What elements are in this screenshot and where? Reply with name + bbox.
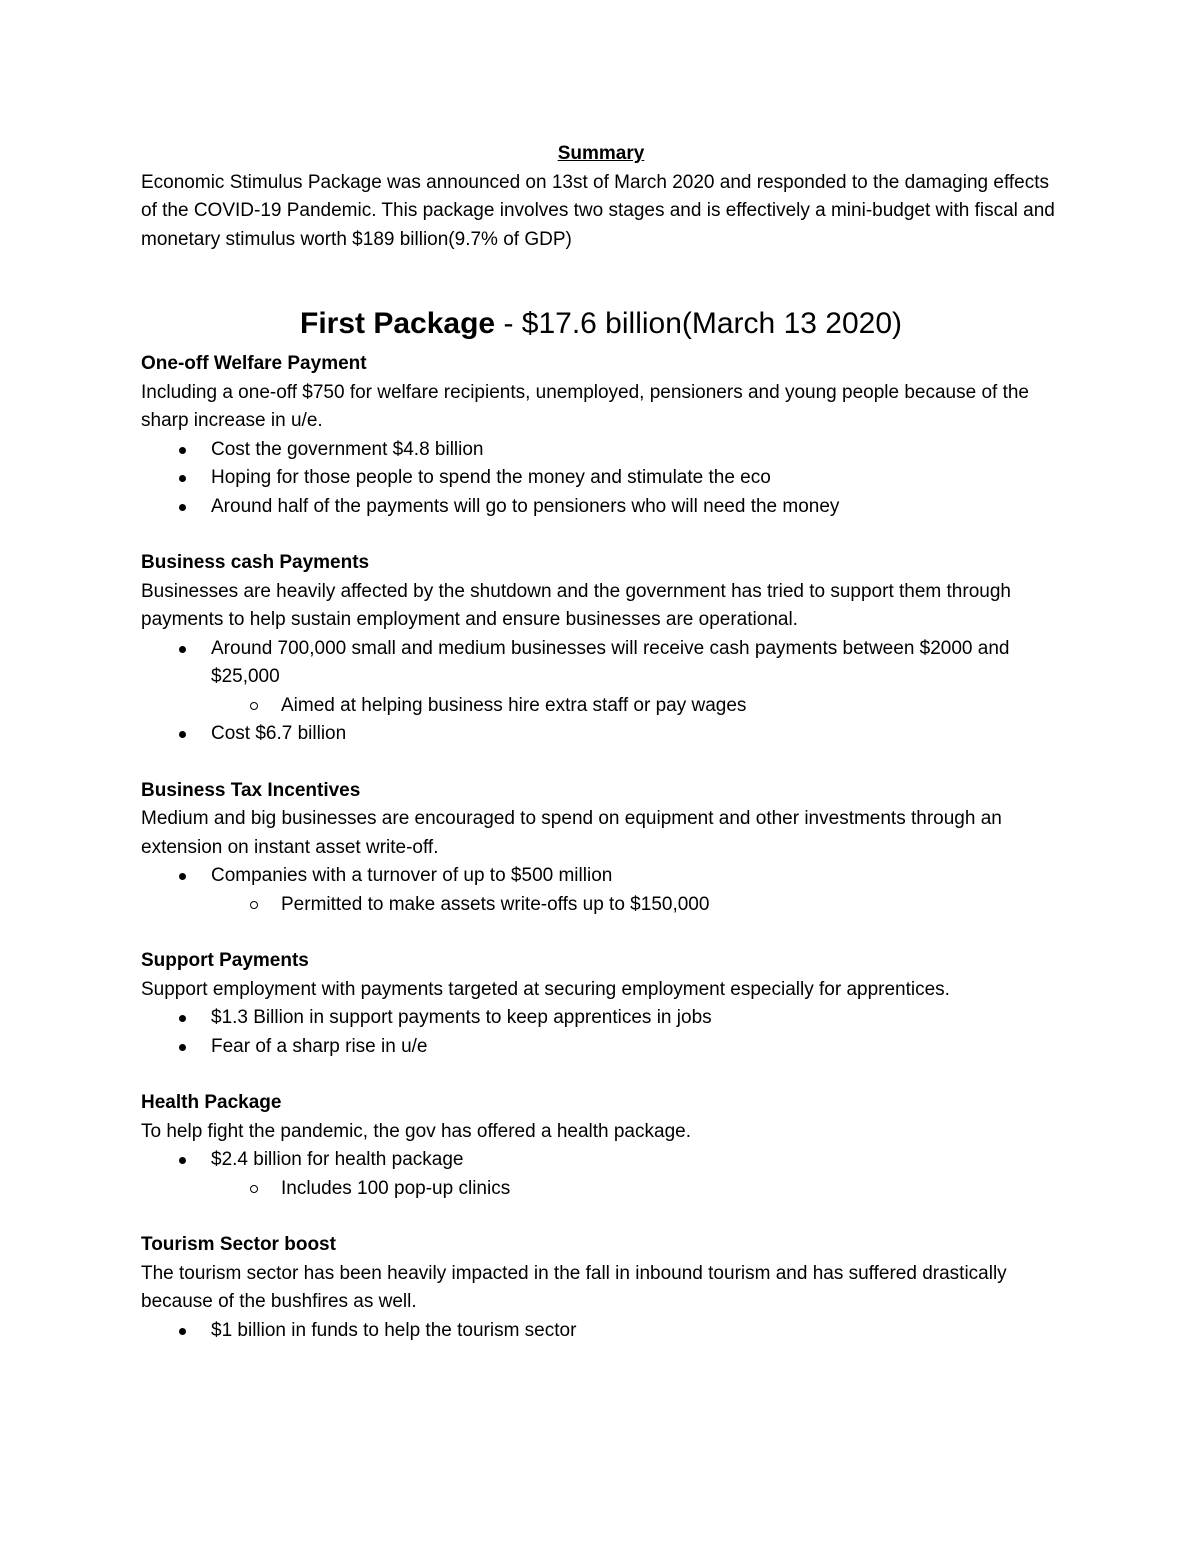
section-heading: Support Payments (141, 950, 309, 971)
sub-list-item (211, 891, 1061, 920)
sub-bullet-list (211, 891, 1061, 920)
section-description: The tourism sector has been heavily impacted in the fall in inbound tourism and has suffered drastically because of the bushfires as well. (141, 1262, 1007, 1312)
list-item-text: $1.3 Billion in support payments to keep apprentices in jobs (211, 1007, 712, 1028)
list-item-text: Fear of a sharp rise in u/e (211, 1035, 428, 1057)
bullet-list (141, 635, 1061, 749)
bullet-icon (179, 447, 186, 454)
list-item-text: Around half of the payments will go to pensioners who will need the money (211, 495, 840, 517)
list-item (141, 1004, 1061, 1033)
list-item-text: Cost the government $4.8 billion (211, 438, 484, 460)
list-item-text: Companies with a turnover of up to $500 million (211, 865, 613, 886)
sub-bullet-list (211, 692, 1061, 721)
bullet-icon (179, 1328, 186, 1335)
section-description: To help fight the pandemic, the gov has offered a health package. (141, 1120, 691, 1142)
bullet-icon (179, 1044, 186, 1051)
document-page (141, 140, 1061, 1345)
package-title-bold: First Package (300, 307, 496, 340)
list-item (141, 1033, 1061, 1062)
section-description: Including a one-off $750 for welfare recipients, unemployed, pensioners and young people because of the sharp increase in u/e. (141, 381, 1029, 431)
section-heading: One-off Welfare Payment (141, 353, 367, 374)
bullet-icon (179, 873, 186, 880)
section-heading: Business cash Payments (141, 552, 370, 573)
list-item (141, 635, 1061, 721)
sub-list-item-text: Permitted to make assets write-offs up to $150,000 (281, 893, 710, 915)
list-item (141, 493, 1061, 522)
bullet-list (141, 1146, 1061, 1203)
bullet-list (141, 1317, 1061, 1346)
list-item-text: Cost $6.7 billion (211, 723, 347, 744)
sub-list-item (211, 1175, 1061, 1204)
section-description: Businesses are heavily affected by the shutdown and the government has tried to support them through payments to help sustain employment and ensure businesses are operational. (141, 580, 1011, 630)
circle-bullet-icon (250, 1185, 258, 1193)
section-description: Support employment with payments targeted at securing employment especially for apprentices. (141, 978, 950, 1000)
sub-bullet-list (211, 1175, 1061, 1204)
sub-list-item (211, 692, 1061, 721)
section-health-package (141, 1089, 1061, 1203)
summary-heading: Summary (557, 143, 645, 164)
bullet-list (141, 862, 1061, 919)
package-title-rest: - $17.6 billion(March 13 2020) (495, 307, 902, 340)
list-item (141, 720, 1061, 749)
section-heading: Business Tax Incentives (141, 779, 361, 801)
bullet-list (141, 1004, 1061, 1061)
section-welfare (141, 350, 1061, 521)
section-description: Medium and big businesses are encouraged to spend on equipment and other investments through an extension on instant asset write-off. (141, 808, 1002, 858)
list-item (141, 464, 1061, 493)
summary-text: Economic Stimulus Package was announced on 13st of March 2020 and responded to the damaging effects of the COVID-19 Pandemic. This package involves two stages and is effectively a mini-budget with fiscal and monetary stimulus worth $189 billion(9.7% of GDP) (141, 171, 1055, 250)
bullet-icon (179, 1015, 186, 1022)
sub-list-item-text: Aimed at helping business hire extra staff or pay wages (281, 694, 747, 716)
list-item (141, 436, 1061, 465)
list-item-text: $1 billion in funds to help the tourism sector (211, 1319, 577, 1341)
list-item (141, 862, 1061, 919)
section-tourism (141, 1231, 1061, 1345)
list-item-text: $2.4 billion for health package (211, 1149, 464, 1170)
section-heading: Tourism Sector boost (141, 1234, 336, 1255)
list-item-text: Hoping for those people to spend the money and stimulate the eco (211, 467, 771, 488)
circle-bullet-icon (250, 702, 258, 710)
bullet-list (141, 436, 1061, 522)
list-item (141, 1317, 1061, 1346)
bullet-icon (179, 646, 186, 653)
package-title (141, 304, 1061, 344)
circle-bullet-icon (250, 901, 258, 909)
bullet-icon (179, 504, 186, 511)
section-support-payments (141, 947, 1061, 1061)
list-item (141, 1146, 1061, 1203)
section-heading: Health Package (141, 1092, 282, 1113)
bullet-icon (179, 731, 186, 738)
list-item-text: Around 700,000 small and medium businesses will receive cash payments between $2000 and $25,000 (211, 637, 1010, 687)
bullet-icon (179, 1157, 186, 1164)
section-tax-incentives (141, 777, 1061, 920)
sub-list-item-text: Includes 100 pop-up clinics (281, 1177, 511, 1199)
bullet-icon (179, 475, 186, 482)
section-business-cash (141, 549, 1061, 749)
